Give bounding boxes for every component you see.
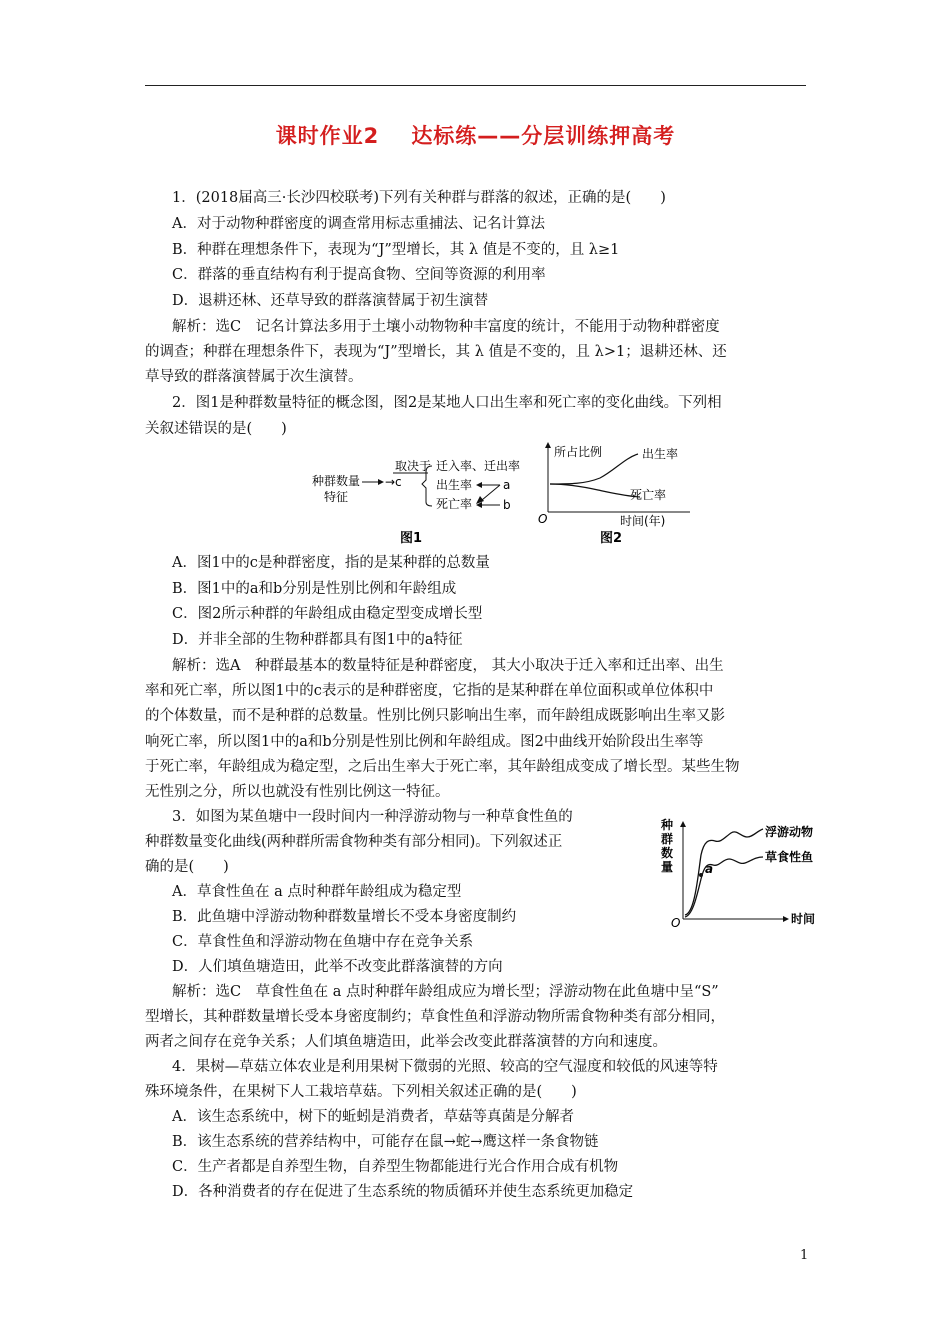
fig1-a-to-death-arrowhead: [476, 496, 484, 504]
q2-analysis-line: 的个体数量，而不是种群的总数量。性别比例只影响出生率，而年龄组成既影响出生率又影: [145, 708, 725, 724]
q2-figures: [300, 440, 690, 550]
q4-option-c: C．生产者都是自养型生物，自养型生物都能进行光合作用合成有机物: [172, 1159, 619, 1175]
q3-figure: [655, 815, 825, 933]
q2-stem-line: 关叙述错误的是( ): [145, 421, 287, 437]
q3-xlabel: 时间: [791, 912, 816, 926]
q3-ylabel-1: 种: [661, 818, 674, 832]
q4-stem-line: 殊环境条件，在果树下人工栽培草菇。下列相关叙述正确的是( ): [145, 1084, 577, 1100]
q3-analysis-line: 解析：选C 草食性鱼在 a 点时种群年龄组成应为增长型；浮游动物在此鱼塘中呈“S”: [172, 984, 719, 1000]
fig1-a-to-death-line: [482, 485, 500, 500]
q3-series-zooplankton: [685, 829, 763, 915]
header-rule: [145, 85, 806, 86]
fig2-death-curve: [550, 484, 640, 497]
q1-analysis-line: 草导致的群落演替属于次生演替。: [145, 369, 363, 385]
fig2-caption: 图2: [600, 531, 623, 546]
fig1-arrowhead: [378, 479, 384, 485]
page-title: [145, 120, 806, 150]
q4-stem-line: 4．果树—草菇立体农业是利用果树下微弱的光照、较高的空气湿度和较低的风速等特: [172, 1059, 718, 1075]
fig2-origin: O: [538, 512, 548, 526]
fig1-caption: 图1: [400, 531, 423, 546]
fig2-y-arrowhead: [545, 442, 551, 448]
q1-analysis-line: 解析：选C 记名计算法多用于土壤小动物物种丰富度的统计，不能用于动物种群密度: [172, 319, 720, 335]
q3-point-a-label: a: [705, 862, 714, 876]
q2-analysis-line: 无性别之分，所以也就没有性别比例这一特征。: [145, 784, 450, 800]
q4-option-b: B．该生态系统的营养结构中，可能存在鼠→蛇→鹰这样一条食物链: [172, 1134, 599, 1150]
q2-analysis-line: 于死亡率，年龄组成为稳定型，之后出生率大于死亡率，其年龄组成变成了增长型。某些生物: [145, 759, 740, 775]
q1-option-d: D．退耕还林、还草导致的群落演替属于初生演替: [172, 293, 489, 309]
q3-option-c: C．草食性鱼和浮游动物在鱼塘中存在竞争关系: [172, 934, 474, 950]
q2-option-c: C．图2所示种群的年龄组成由稳定型变成增长型: [172, 606, 483, 622]
q1-option-b: B．种群在理想条件下，表现为“J”型增长，其 λ 值是不变的，且 λ≥1: [172, 242, 620, 258]
fig1-item-death: 死亡率: [436, 497, 473, 511]
q2-analysis-line: 响死亡率，所以图1中的a和b分别是性别比例和年龄组成。图2中曲线开始阶段出生率等: [145, 734, 704, 750]
q2-option-d: D．并非全部的生物种群都具有图1中的a特征: [172, 632, 463, 648]
q3-ylabel-4: 量: [661, 860, 674, 874]
fig1-label-feat: 特征: [324, 490, 349, 504]
q3-option-a: A．草食性鱼在 a 点时种群年龄组成为稳定型: [172, 884, 462, 900]
fig1-a-label: a: [503, 478, 511, 492]
q3-origin: O: [671, 916, 681, 930]
page-number: 1: [800, 1248, 809, 1263]
fig1-depends-label: 取决于: [395, 459, 432, 473]
fig2-ylabel: 所占比例: [554, 445, 603, 459]
fig1-b-label: b: [503, 498, 511, 512]
fig1-c-label: →c: [385, 475, 402, 489]
q3-x-arrowhead: [783, 916, 789, 922]
q3-option-b: B．此鱼塘中浮游动物种群数量增长不受本身密度制约: [172, 909, 517, 925]
q1-option-a: A．对于动物种群密度的调查常用标志重捕法、记名计算法: [172, 216, 545, 232]
q3-ylabel-3: 数: [661, 846, 674, 860]
fig1-item-birth: 出生率: [436, 478, 473, 492]
title-part-a: 课时作业2: [275, 124, 380, 148]
q2-analysis-line: 率和死亡率，所以图1中的c表示的是种群密度，它指的是某种群在单位面积或单位体积中: [145, 683, 714, 699]
q2-option-a: A．图1中的c是种群密度，指的是某种群的总数量: [172, 555, 490, 571]
fig1-label-pop: 种群数量: [312, 474, 361, 488]
fig2-birth-label: 出生率: [642, 447, 679, 461]
title-part-b: 达标练——分层训练押高考: [411, 124, 676, 148]
q1-analysis-line: 的调查；种群在理想条件下，表现为“J”型增长，其 λ 值是不变的，且 λ>1；退耕还林、还: [145, 344, 727, 360]
q3-ylabel-2: 群: [661, 832, 674, 846]
q1-option-c: C．群落的垂直结构有利于提高食物、空间等资源的利用率: [172, 267, 546, 283]
q1-stem: 1．(2018届高三·长沙四校联考)下列有关种群与群落的叙述，正确的是( ): [172, 190, 666, 206]
q2-stem-line: 2．图1是种群数量特征的概念图，图2是某地人口出生率和死亡率的变化曲线。下列相: [172, 395, 722, 411]
fig2-death-label: 死亡率: [630, 488, 667, 502]
q3-series2-label: 草食性鱼: [765, 850, 814, 864]
q3-series1-label: 浮游动物: [765, 825, 814, 839]
fig1-a-arrowhead: [476, 482, 482, 488]
q3-stem-line: 确的是( ): [145, 859, 229, 875]
q3-point-a: [699, 873, 703, 877]
q3-analysis-line: 两者之间存在竞争关系；人们填鱼塘造田，此举会改变此群落演替的方向和速度。: [145, 1034, 667, 1050]
q3-y-arrowhead: [680, 821, 686, 827]
q3-option-d: D．人们填鱼塘造田，此举不改变此群落演替的方向: [172, 959, 503, 975]
fig2-xlabel: 时间(年): [620, 514, 666, 528]
q4-option-d: D．各种消费者的存在促进了生态系统的物质循环并使生态系统更加稳定: [172, 1184, 634, 1200]
q2-analysis-line: 解析：选A 种群最基本的数量特征是种群密度， 其大小取决于迁入率和迁出率、出生: [172, 658, 724, 674]
q3-stem-line: 种群数量变化曲线(两种群所需食物种类有部分相同)。下列叙述正: [145, 834, 563, 850]
q2-option-b: B．图1中的a和b分别是性别比例和年龄组成: [172, 581, 457, 597]
q4-option-a: A．该生态系统中，树下的蚯蚓是消费者，草菇等真菌是分解者: [172, 1109, 574, 1125]
fig1-item-migration: 迁入率、迁出率: [436, 459, 521, 473]
q3-stem-line: 3．如图为某鱼塘中一段时间内一种浮游动物与一种草食性鱼的: [172, 809, 573, 825]
q3-analysis-line: 型增长，其种群数量增长受本身密度制约；草食性鱼和浮游动物所需食物种类有部分相同，: [145, 1009, 725, 1025]
